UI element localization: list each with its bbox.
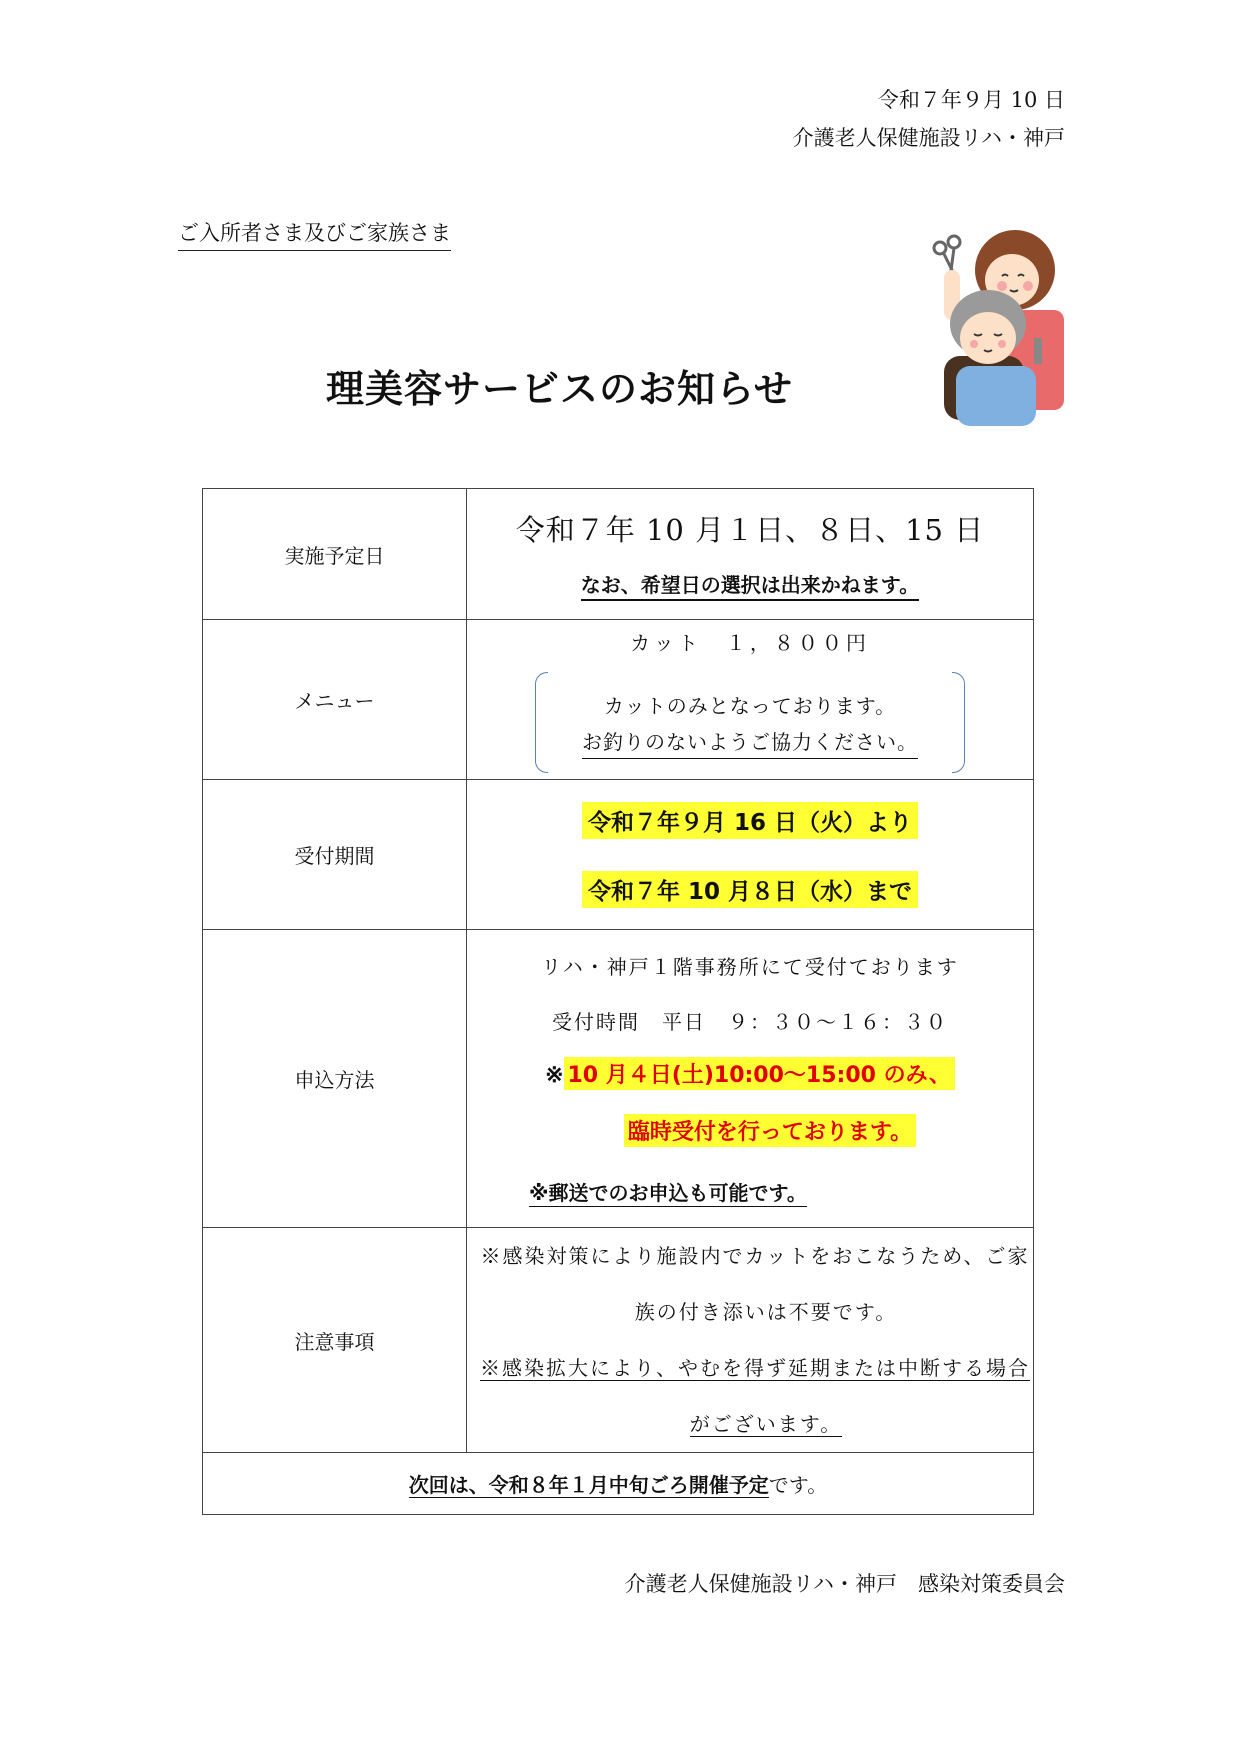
apply-cell (467, 930, 1034, 1228)
recipient-line: ご入所者さま及びご家族さま (178, 217, 451, 251)
menu-note-2: お釣りのないようご協力ください。 (582, 726, 918, 759)
table-row-menu (203, 620, 1034, 780)
period-to: 令和７年 10 月８日（水）まで (582, 871, 918, 908)
dates-label: 実施予定日 (203, 489, 467, 620)
period-from: 令和７年９月 16 日（火）より (582, 802, 918, 839)
caution-item-1a: ※感染対策により施設内でカットをおこなうため、ご家 (480, 1244, 1030, 1268)
service-info-table (202, 488, 1034, 1515)
apply-special-2-line (467, 1114, 1033, 1147)
dates-value: 令和７年 10 月１日、８日、15 日 (515, 512, 985, 547)
table-row-apply (203, 930, 1034, 1228)
table-row-next (203, 1453, 1034, 1515)
apply-special-2: 臨時受付を行っております。 (624, 1114, 916, 1147)
dates-note: なお、希望日の選択は出来かねます。 (581, 569, 919, 601)
facility-name: 介護老人保健施設リハ・神戸 (792, 126, 1065, 150)
next-session-cell (203, 1453, 1034, 1515)
apply-label: 申込方法 (203, 930, 467, 1228)
apply-special-1-line (467, 1057, 1033, 1090)
menu-label: メニュー (203, 620, 467, 780)
apply-location: リハ・神戸１階事務所にて受付ております (541, 954, 959, 979)
next-session-suffix: です。 (768, 1473, 828, 1497)
caution-cell (467, 1228, 1034, 1453)
apply-hours: 受付時間 平日 ９：３０～１６：３０ (552, 1009, 948, 1034)
caution-item-2a-text: ※感染拡大により、やむを得ず延期または中断する場合 (480, 1356, 1030, 1380)
menu-note-bracket (535, 672, 965, 773)
table-row-dates (203, 489, 1034, 620)
apply-special-1: 10 月４日(土)10:00～15:00 のみ、 (564, 1057, 955, 1090)
apply-mail: ※郵送でのお申込も可能です。 (529, 1177, 807, 1207)
apply-mail-line (467, 1177, 1033, 1207)
caution-label: 注意事項 (203, 1228, 467, 1453)
dates-cell (467, 489, 1034, 620)
menu-note-1: カットのみとなっております。 (603, 693, 897, 718)
hairdresser-illustration (930, 226, 1064, 426)
caution-item-2a (477, 1340, 1033, 1396)
table-row-caution (203, 1228, 1034, 1453)
menu-cell (467, 620, 1034, 780)
period-cell (467, 780, 1034, 930)
menu-price: カット １，８００円 (630, 630, 870, 655)
caution-item-1b: 族の付き添いは不要です。 (634, 1300, 898, 1324)
caution-item-2b-text: がございます。 (689, 1412, 843, 1436)
issue-date: 令和７年９月 10 日 (877, 88, 1065, 112)
footer-committee: 介護老人保健施設リハ・神戸 感染対策委員会 (624, 1572, 1065, 1596)
next-session-bold: 次回は、令和８年１月中旬ごろ開催予定 (408, 1473, 769, 1497)
page-title: 理美容サービスのお知らせ (326, 367, 793, 411)
period-label: 受付期間 (203, 780, 467, 930)
apply-special-mark: ※ (545, 1061, 564, 1088)
caution-item-2b (477, 1396, 1033, 1452)
table-row-period (203, 780, 1034, 930)
